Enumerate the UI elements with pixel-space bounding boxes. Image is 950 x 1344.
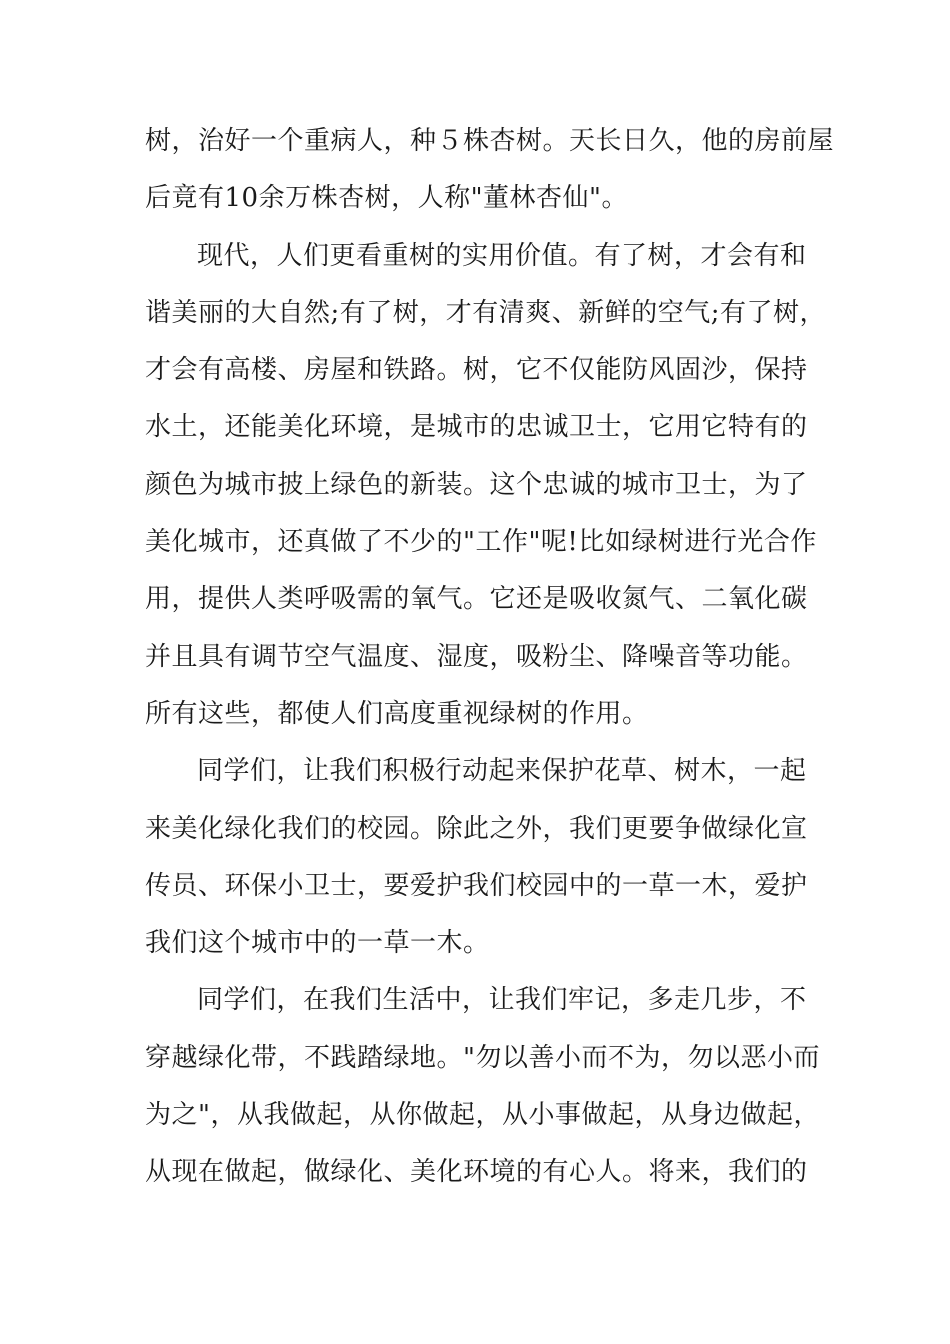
body-text: [145, 113, 835, 1202]
text-line: 用，提供人类呼吸需的氧气。它还是吸收氮气、二氧化碳: [145, 584, 808, 615]
paragraph-start-line: 现代，人们更看重树的实用价值。有了树，才会有和: [197, 240, 807, 271]
text-line: 树，治好一个重病人，种５株杏树。天长日久，他的房前屋: [145, 126, 835, 156]
text-line: 并且具有调节空气温度、湿度，吸粉尘、降噪音等功能。: [145, 641, 808, 672]
text-line: 后竟有10余万株杏树，人称"董林杏仙"。: [145, 183, 629, 214]
text-line: 我们这个城市中的一草一木。: [145, 928, 490, 959]
text-line: 传员、环保小卫士，要爱护我们校园中的一草一木，爱护: [145, 870, 808, 901]
paragraph-start-line: 同学们，在我们生活中，让我们牢记，多走几步，不: [197, 985, 807, 1016]
text-line: 所有这些，都使人们高度重视绿树的作用。: [145, 698, 649, 729]
text-line: 为之"，从我做起，从你做起，从小事做起，从身边做起，: [145, 1100, 820, 1131]
text-line: 从现在做起，做绿化、美化环境的有心人。将来，我们的: [145, 1157, 808, 1188]
text-line: 谐美丽的大自然;有了树，才有清爽、新鲜的空气;有了树，: [145, 297, 827, 328]
text-line: 才会有高楼、房屋和铁路。树，它不仅能防风固沙，保持: [145, 355, 808, 386]
text-line: 美化城市，还真做了不少的"工作"呢!比如绿树进行光合作: [145, 527, 817, 558]
text-line: 来美化绿化我们的校园。除此之外，我们更要争做绿化宣: [145, 813, 808, 844]
text-line: 水土，还能美化环境，是城市的忠诚卫士，它用它特有的: [145, 412, 808, 443]
text-line: 穿越绿化带，不践踏绿地。"勿以善小而不为，勿以恶小而: [145, 1042, 820, 1073]
paragraph-start-line: 同学们，让我们积极行动起来保护花草、树木，一起: [197, 756, 807, 787]
text-line: 颜色为城市披上绿色的新装。这个忠诚的城市卫士，为了: [145, 469, 808, 500]
